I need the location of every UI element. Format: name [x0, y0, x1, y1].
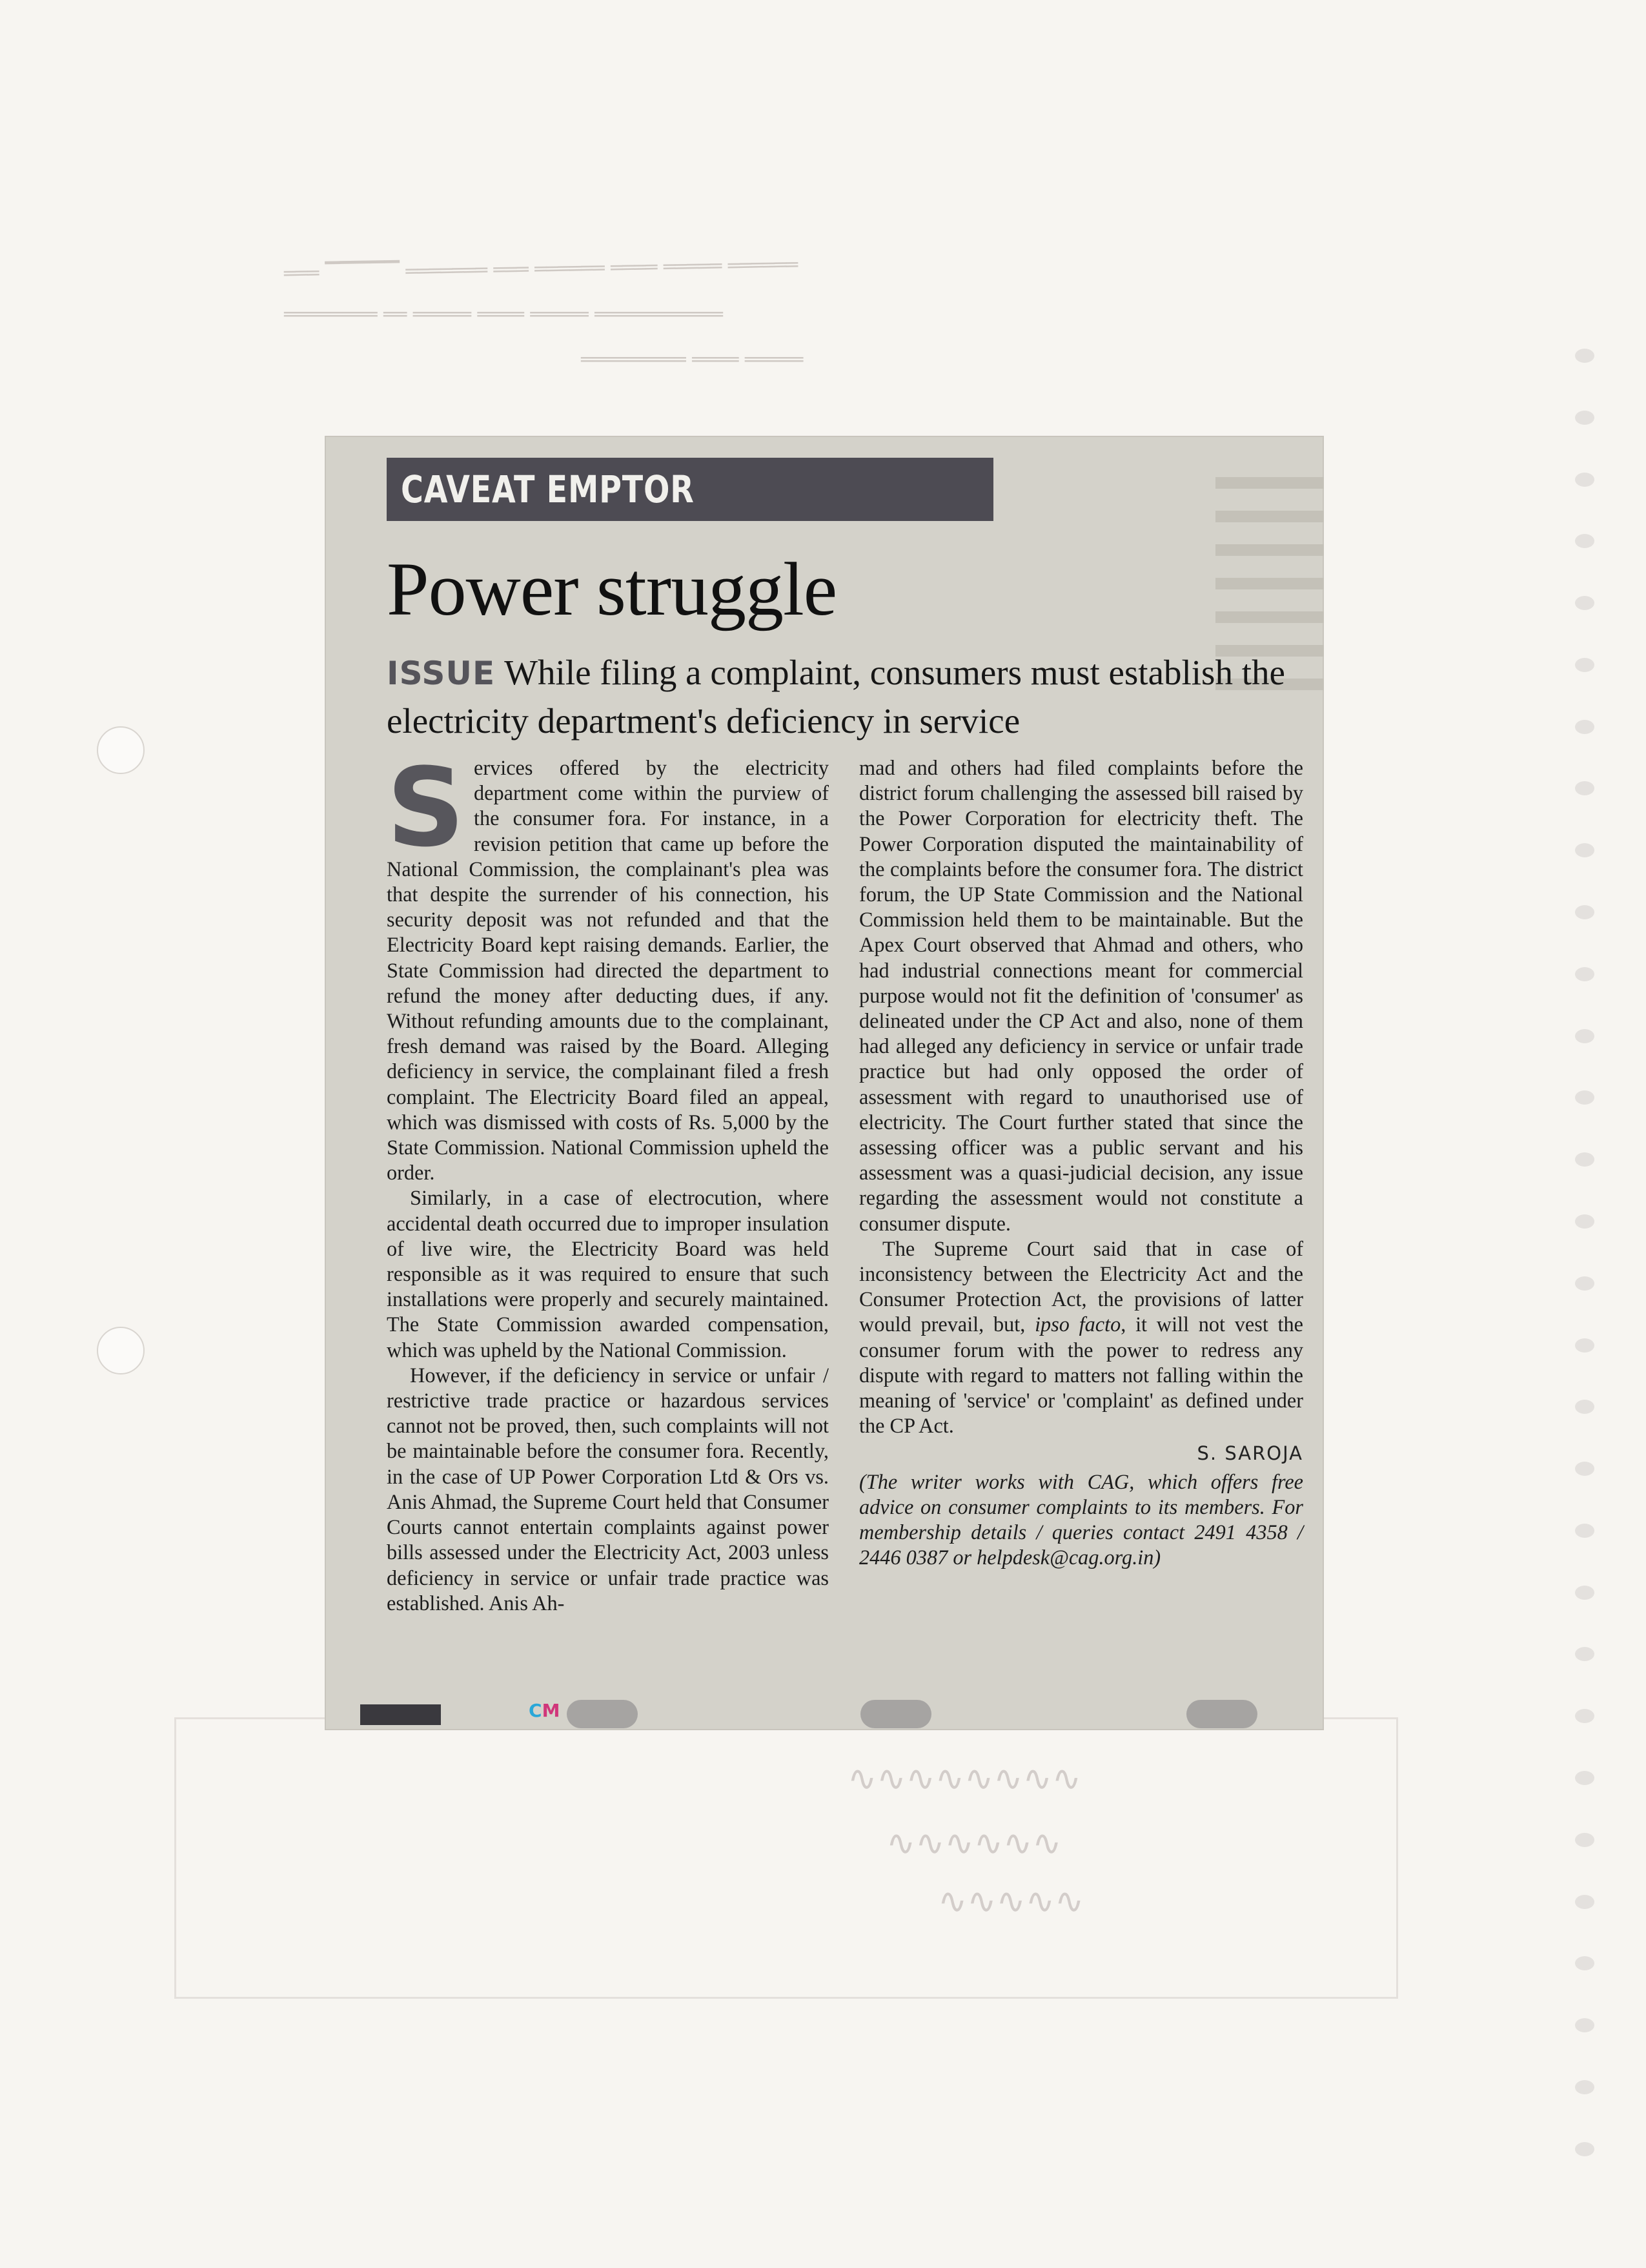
registration-bar — [360, 1704, 441, 1725]
section-label: CAVEAT EMPTOR — [401, 467, 695, 511]
standfirst-text: While filing a complaint, consumers must establish the electricity department's deficiency in service — [387, 653, 1285, 741]
bleed-through-handwriting: ∿∿∿∿∿∿ — [886, 1823, 1062, 1863]
paragraph-text: The Supreme Court said that in case of inconsistency between the Electricity Act and the Consumer Protection Act, the provisions of latter would prevail, but, — [859, 1236, 1303, 1336]
colour-registration-mark: CM — [529, 1700, 560, 1721]
issue-label: ISSUE — [387, 655, 496, 692]
registration-pill — [860, 1700, 931, 1728]
drop-cap: S — [387, 744, 465, 871]
section-label-band — [387, 458, 993, 521]
paragraph: Similarly, in a case of electrocution, where accidental death occurred due to improper insulation of live wire, the Electricity Board was held responsible as it was required to ensure that such installations were properly and securely maintained. The State Commission awarded compensation, which was upheld by the National Commission. — [387, 1186, 829, 1362]
byline: S. SAROJA — [1197, 1442, 1303, 1465]
paragraph — [387, 744, 829, 1185]
italic-phrase: ipso facto — [1035, 1313, 1121, 1336]
standfirst — [387, 649, 1316, 745]
registration-pill — [567, 1700, 638, 1728]
article-column-2 — [859, 755, 1303, 1571]
paragraph-text: ervices offered by the electricity department come within the purview of the consumer fora. For instance, in a revision petition that came up before the National Commission, the complainant's plea was that despite the surrender of his connection, his security deposit was not refunded and that the Electricity Board kept raising demands. Earlier, the State Commission had directed the department to refund the money after deducting dues, if any. Without refunding amounts due to the complainant, fresh demand was raised by the Board. Alleging deficiency in service, the complainant filed a fresh complaint. The Electricity Board filed an appeal, which was dismissed with costs of Rs. 5,000 by the State Commission. National Commission upheld the order. — [387, 756, 829, 1185]
registration-pill — [1186, 1700, 1257, 1728]
article-column-1 — [387, 744, 829, 1616]
paragraph-text: , it will not vest the consumer forum with the power to redress any dispute with regard to matters not falling within the meaning of 'service' or 'complaint' as defined under the CP Act. — [859, 1313, 1303, 1438]
bleed-through-handwriting: ∿∿∿∿∿ — [938, 1881, 1084, 1921]
paragraph: However, if the deficiency in service or unfair / restrictive trade practice or hazardous services cannot not be proved, then, such complaints will not be maintainable before the consumer fora. Recently, in the case of UP Power Corporation Ltd & Ors vs. Anis Ahmad, the Supreme Court held that Consumer Courts cannot entertain complaints against power bills assessed under the Electricity Act, 2003 unless deficiency in service or unfair trade practice was established. Anis Ah- — [387, 1363, 829, 1615]
bleed-through-text: ═════════ ════ ═════ — [581, 349, 804, 371]
paragraph — [859, 1236, 1303, 1439]
author-note: (The writer works with CAG, which offers free advice on consumer complaints to its members. For membership details / queries contact 2491 4358 / 2446 0387 or helpdesk@cag.org.in) — [859, 1469, 1303, 1569]
punch-hole — [97, 726, 145, 774]
bleed-through-table — [174, 1717, 1398, 1999]
bleed-through-handwriting: ∿∿∿∿∿∿∿∿ — [848, 1758, 1081, 1799]
bleed-through-text: ═══ ▔▔▔▔▔ ═══════ ═══ ══════ ════ ═════ ══════ — [283, 254, 798, 285]
punch-hole — [97, 1327, 145, 1374]
page-edge-marks — [1575, 349, 1601, 2156]
paragraph: mad and others had filed complaints before the district forum challenging the assessed bill raised by the Power Corporation for electricity theft. The Power Corporation disputed the maintainability of the complaints before the consumer fora. The district forum, the UP State Commission and the National Commission held them to be maintainable. But the Apex Court observed that Ahmad and others, who had industrial connections meant for commercial purpose would not fit the definition of 'consumer' as delineated under the CP Act and also, none of them had alleged any deficiency in service or unfair trade practice but had only opposed the order of assessment with regard to unauthorised use of electricity. The Court further stated that since the assessing officer was a public servant and his assessment was a quasi-judicial decision, any issue regarding the assessment would not constitute a consumer dispute. — [859, 756, 1303, 1235]
headline: Power struggle — [387, 547, 837, 631]
newspaper-clipping — [325, 436, 1324, 1730]
bleed-through-text: ════════ ══ ═════ ════ ═════ ═══════════ — [284, 303, 723, 326]
